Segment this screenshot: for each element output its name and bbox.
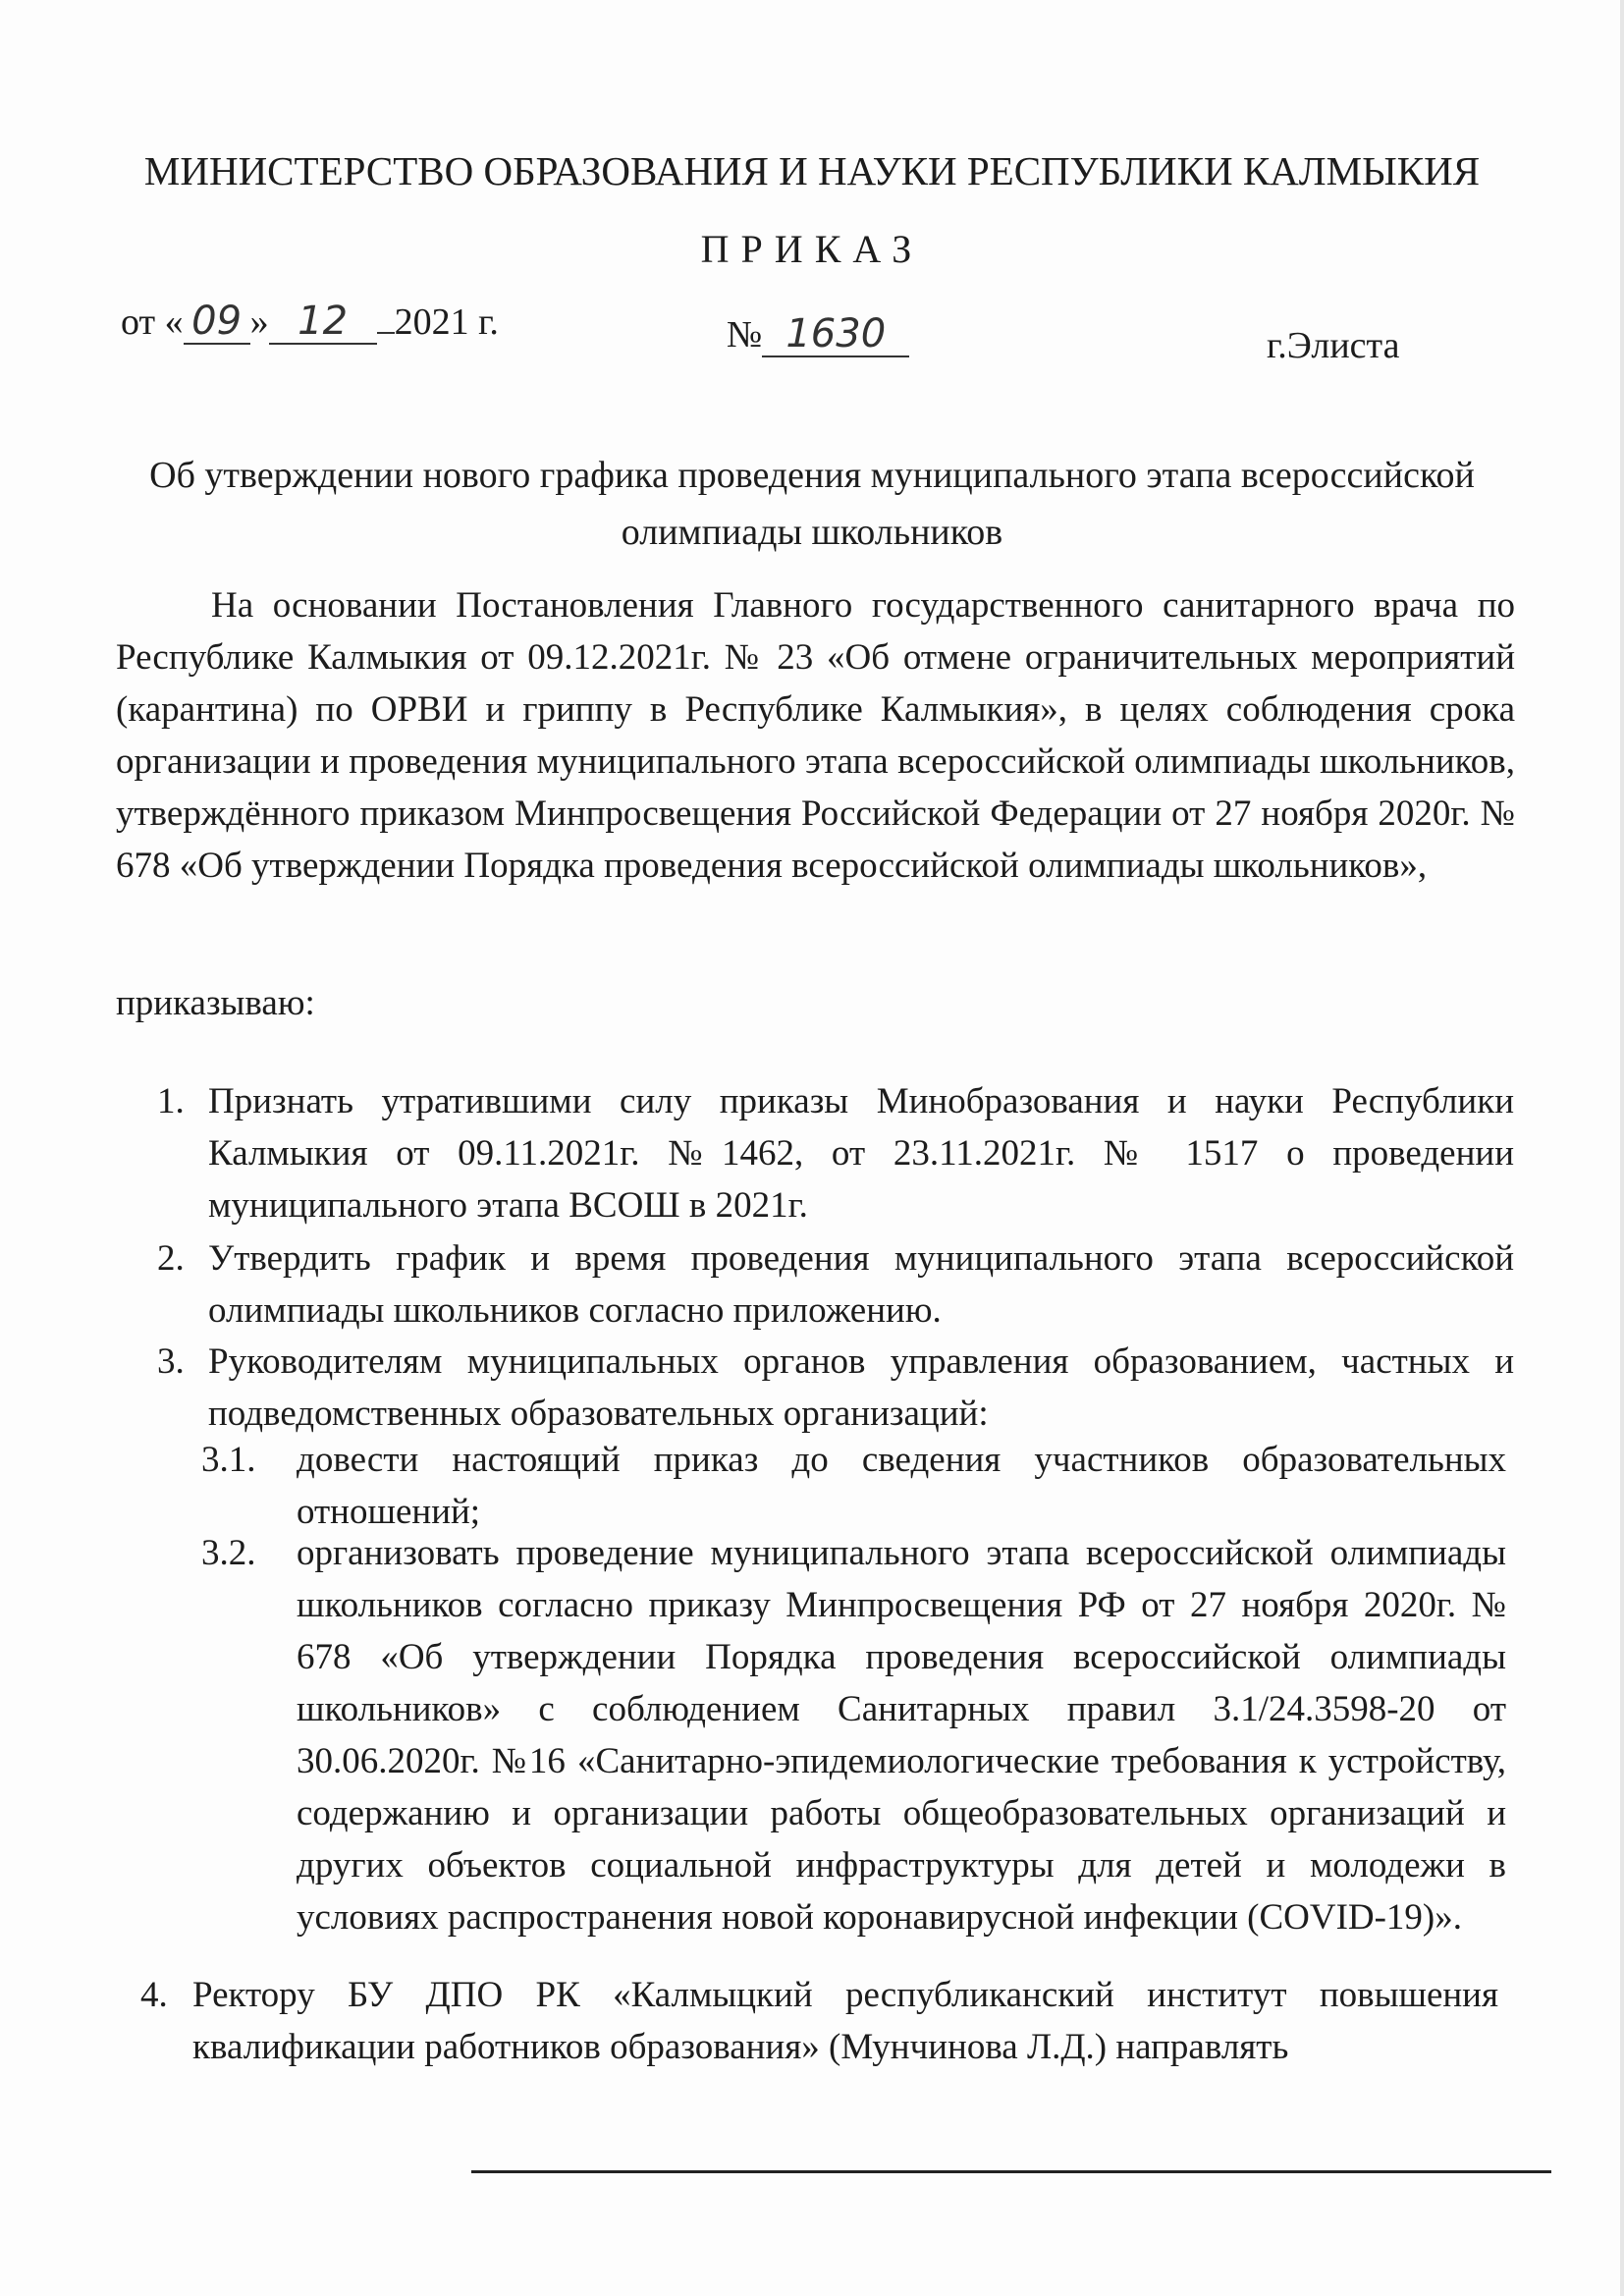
order-number [727,312,909,357]
ministry-heading: МИНИСТЕРСТВО ОБРАЗОВАНИЯ И НАУКИ РЕСПУБЛИКИ КАЛМЫКИЯ [143,148,1481,193]
document-title: Об утверждении нового графика проведения муниципального этапа всероссийской олимпиады школьников [149,455,1475,553]
handwritten-day: 09 [184,300,250,345]
item-number: 4. [140,1975,168,2015]
item-number: 2. [157,1238,185,1279]
list-item: Утвердить график и время проведения муниципального этапа всероссийской олимпиады школьников согласно приложению. [208,1238,1514,1331]
document-type-heading: ПРИКАЗ [700,227,924,271]
list-item: Признать утратившими силу приказы Минобразования и науки Республики Калмыкия от 09.11.2021г. №1462, от 23.11.2021г. № 1517 о проведении муниципального этапа ВСОШ в 2021г. [208,1081,1514,1226]
list-item: Ректору БУ ДПО РК «Калмыцкий республиканский институт повышения квалификации работников образования» (Мунчинова Л.Д.) направлять [192,1975,1498,2067]
sub-list-item: довести настоящий приказ до сведения участников образовательных отношений; [297,1440,1506,1532]
city: г.Элиста [1267,325,1400,366]
date-year: 2021 г. [394,301,499,343]
handwritten-month: 12 [269,300,377,345]
footer-rule [471,2170,1551,2173]
preamble-paragraph: На основании Постановления Главного государственного санитарного врача по Республике Калмыкия от 09.12.2021г. № 23 «Об отмене ограничительных мероприятий (карантина) по ОРВИ и гриппу в Республике Калмыкия», в целях соблюдения срока организации и проведения муниципального этапа всероссийской олимпиады школьников, утверждённого приказом Минпросвещения Российской Федерации от 27 ноября 2020г. № 678 «Об утверждении Порядка проведения всероссийской олимпиады школьников», [116,585,1515,886]
handwritten-number: 1630 [762,312,909,357]
number-label: № [727,314,763,355]
subitem-number: 3.2. [201,1533,256,1573]
item-number: 1. [157,1081,185,1121]
date-prefix: от « [121,301,184,343]
list-item: Руководителям муниципальных органов управления образованием, частных и подведомственных образовательных организаций: [208,1341,1514,1434]
date-mid: » [249,301,269,343]
item-number: 3. [157,1341,185,1382]
order-date [121,300,499,345]
date-underline-gap [377,332,395,334]
order-word: приказываю: [116,983,315,1023]
sub-list-item: организовать проведение муниципального этапа всероссийской олимпиады школьников согласно приказу Минпросвещения РФ от 27 ноября 2020г. № 678 «Об утверждении Порядка проведения всероссийской олимпиады школьников» с соблюдением Санитарных правил 3.1/24.3598-20 от 30.06.2020г. №16 «Санитарно-эпидемиологические требования к устройству, содержанию и организации работы общеобразовательных организаций и других объектов социальной инфраструктуры для детей и молодежи в условиях распространения новой коронавирусной инфекции (COVID-19)». [297,1533,1506,1938]
scan-edge [1620,0,1624,2296]
subitem-number: 3.1. [201,1440,256,1480]
